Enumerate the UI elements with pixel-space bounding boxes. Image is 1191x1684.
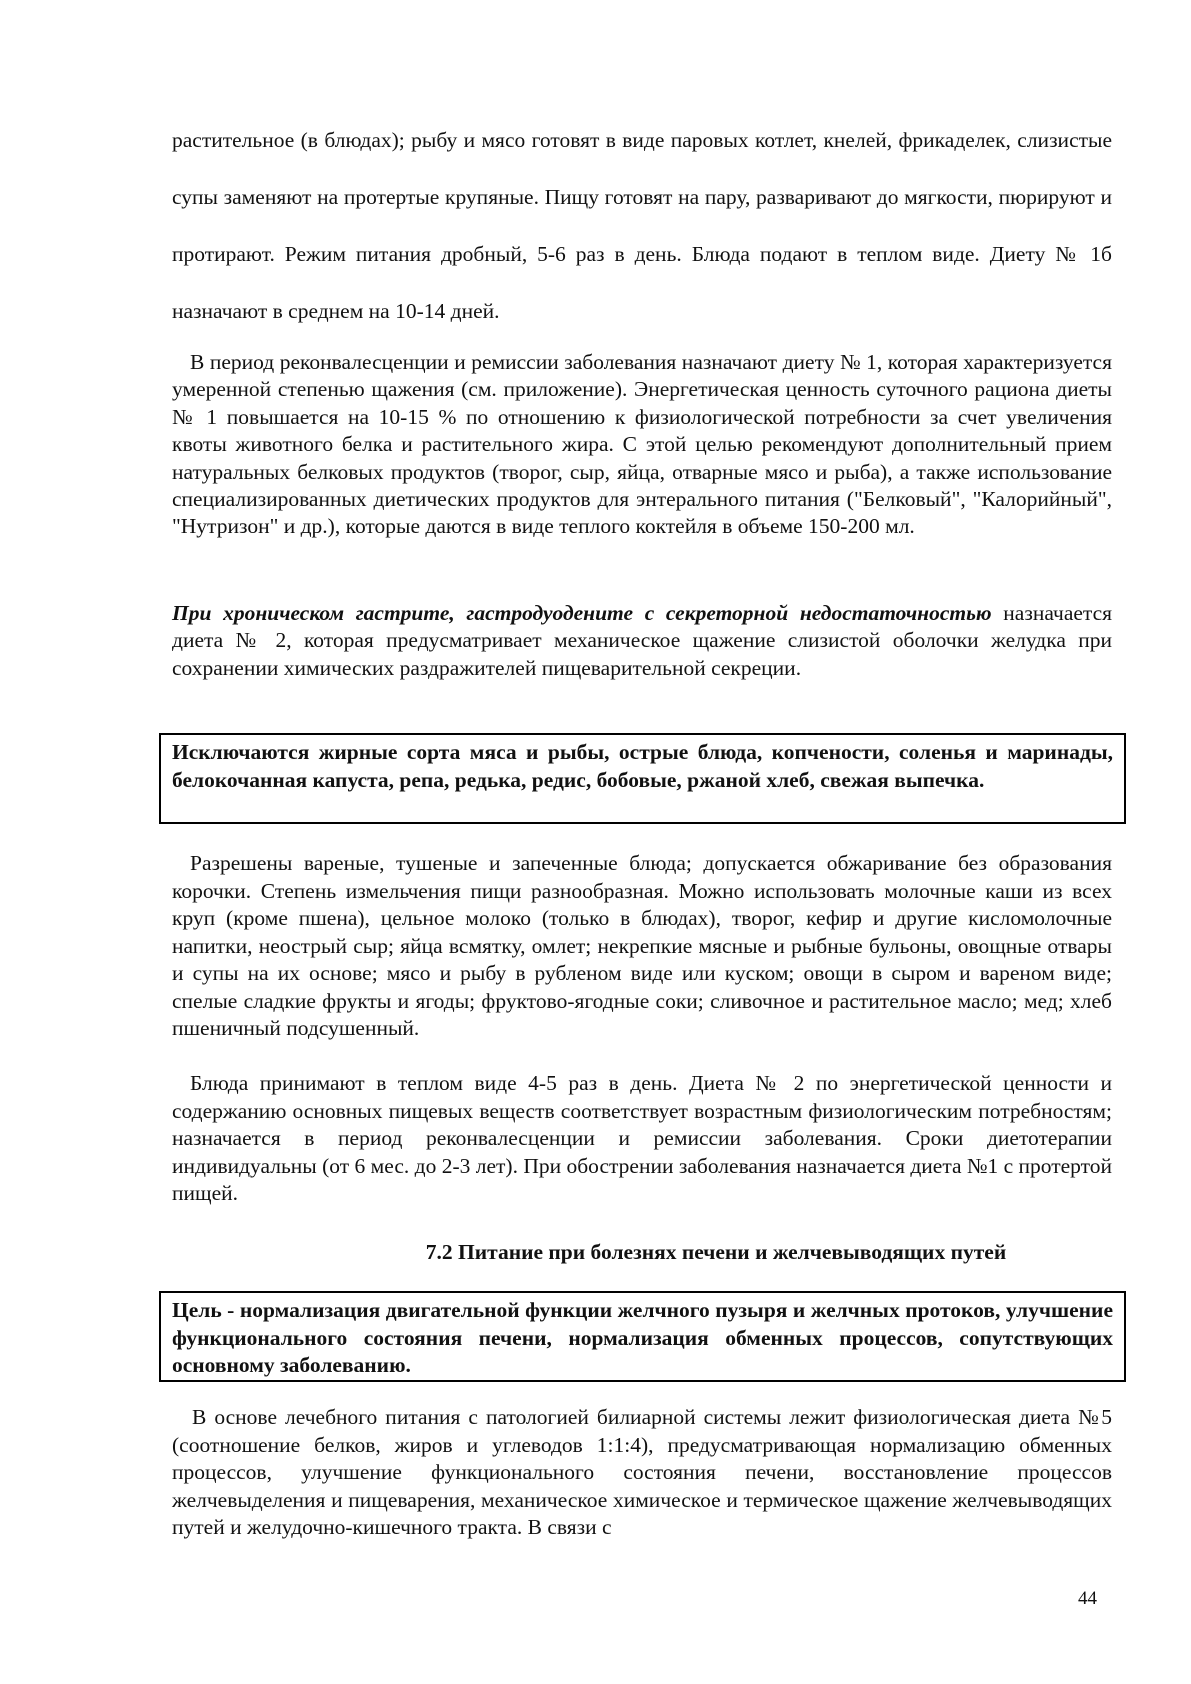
paragraph-allowed-foods: Разрешены вареные, тушеные и запеченные блюда; допускается обжаривание без образования корочки. Степень измельчения пищи разнообразная. Можно использовать молочные каши из всех круп (кроме пшена), цельное молоко (только в блюдах), творог, кефир и другие кисломолочные напитки, неострый сыр; яйца всмятку, омлет; некрепкие мясные и рыбные бульоны, овощные отвары и супы на их основе; мясо и рыбу в рубленом виде или куском; овощи в сыром и вареном виде; спелые сладкие фрукты и ягоды; фруктово-ягодные соки; сливочное и растительное масло; мед; хлеб пшеничный подсушенный. [172, 851, 1112, 1040]
paragraph-diet-5: В основе лечебного питания с патологией билиарной системы лежит физиологическая диета №5 (соотношение белков, жиров и углеводов 1:1:4), предусматривающая нормализацию обменных процессов, улучшение функционального состояния печени, восстановление процессов желчевыделения и пищеварения, механическое химическое и термическое щажение желчевыводящих путей и желудочно-кишечного тракта. В связи с [172, 1405, 1112, 1539]
excluded-foods-box: Исключаются жирные сорта мяса и рыбы, острые блюда, копчености, соленья и маринады, белокочанная капуста, репа, редька, редис, бобовые, ржаной хлеб, свежая выпечка. [159, 733, 1126, 824]
paragraph-diet-2-intro [172, 600, 1112, 682]
paragraph-diet-1: В период реконвалесценции и ремиссии заболевания назначают диету № 1, которая характеризуется умеренной степенью щажения (см. приложение). Энергетическая ценность суточного рациона диеты № 1 повышается на 10-15 % по отношению к физиологической потребности за счет увеличения квоты животного белка и растительного жира. С этой целью рекомендуют дополнительный прием натуральных белковых продуктов (творог, сыр, яйца, отварные мясо и рыба), а также использование специализированных диетических продуктов для энтерального питания ("Белковый", "Калорийный", "Нутризон" и др.), которые даются в виде теплого коктейля в объеме 150-200 мл. [172, 350, 1112, 539]
paragraph-diet-1b-continuation: растительное (в блюдах); рыбу и мясо готовят в виде паровых котлет, кнелей, фрикаделек, слизистые супы заменяют на протертые крупяные. Пищу готовят на пару, разваривают до мягкости, пюрируют и протирают. Режим питания дробный, 5-6 раз в день. Блюда подают в теплом виде. Диету № 1б назначают в среднем на 10-14 дней. [172, 128, 1112, 323]
page-number: 44 [1078, 1588, 1097, 1609]
section-heading: 7.2 Питание при болезнях печени и желчевыводящих путей [425, 1240, 1007, 1264]
emphasis-chronic-gastritis: При хроническом гастрите, гастродуодените с секреторной недостаточностью [172, 601, 992, 625]
paragraph-diet-2-text: назначается диета № 2, которая предусматривает механическое щажение слизистой оболочки желудка при сохранении химических раздражителей пищеварительной секреции. [172, 601, 1113, 680]
paragraph-meal-regime: Блюда принимают в теплом виде 4-5 раз в день. Диета № 2 по энергетической ценности и содержанию основных пищевых веществ соответствует возрастным физиологическим потребностям; назначается в период реконвалесценции и ремиссии заболевания. Сроки диетотерапии индивидуальны (от 6 мес. до 2-3 лет). При обострении заболевания назначается диета №1 с протертой пищей. [172, 1071, 1112, 1205]
goal-box: Цель - нормализация двигательной функции желчного пузыря и желчных протоков, улучшение функционального состояния печени, нормализация обменных процессов, сопутствующих основному заболеванию. [159, 1291, 1126, 1382]
